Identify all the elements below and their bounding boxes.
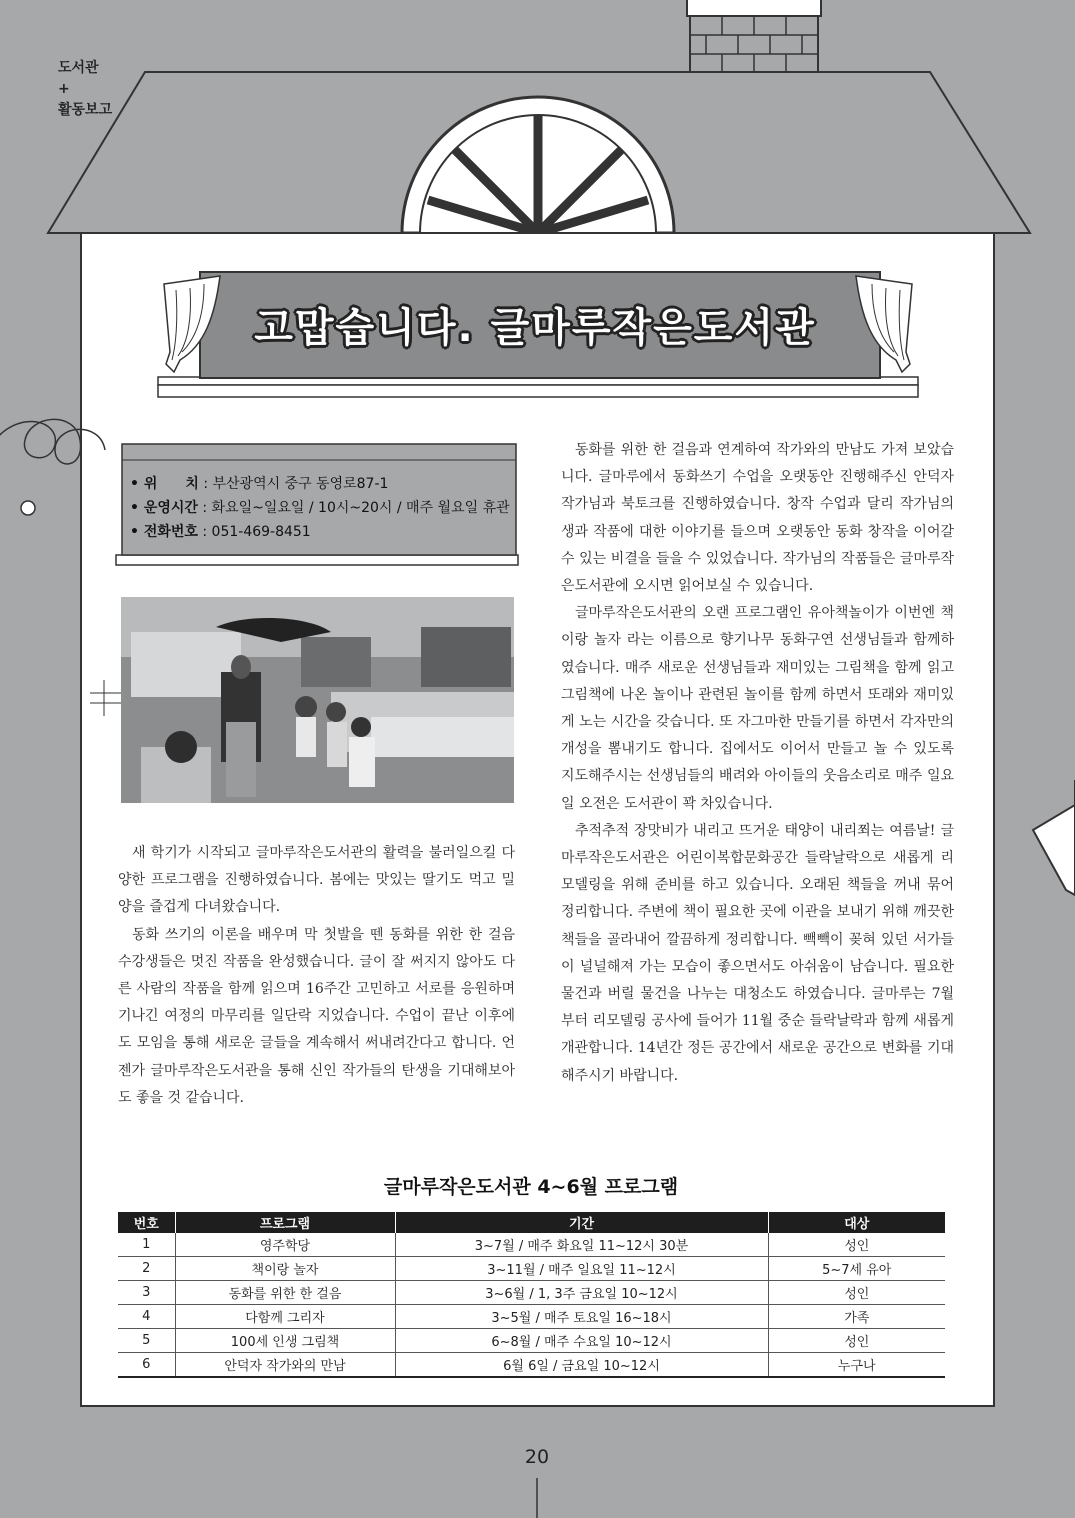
left-column-text	[118, 840, 515, 1112]
cell-target: 가족	[768, 1305, 945, 1329]
page-number: 20	[524, 1446, 550, 1468]
left-paragraph-1: 새 학기가 시작되고 글마루작은도서관의 활력을 불러일으킬 다양한 프로그램을 진행하였습니다. 봄에는 맛있는 딸기도 먹고 밀양을 즐겁게 다녀왔습니다.	[118, 845, 515, 916]
cell-period: 6월 6일 / 금요일 10~12시	[395, 1353, 768, 1378]
cell-period: 3~7월 / 매주 화요일 11~12시 30분	[395, 1233, 768, 1257]
info-phone-value: : 051-469-8451	[197, 524, 311, 540]
cell-program: 영주학당	[175, 1233, 395, 1257]
cell-number: 3	[118, 1281, 175, 1305]
section-label-line1: 도서관	[58, 60, 99, 76]
table-row	[118, 1233, 945, 1257]
header-number: 번호	[118, 1212, 175, 1233]
right-paragraph-3: 추적추적 장맛비가 내리고 뜨거운 태양이 내리쬐는 여름날! 글마루작은도서관은 어린이복합문화공간 들락날락으로 새롭게 리모델링을 위해 준비를 하고 있습니다. 오래된 책들을 꺼내 묶어 정리합니다. 주변에 책이 필요한 곳에 이관을 보내기 위해 깨끗한 책들을 골라내어 깔끔하게 정리합니다. 빽빽이 꽂혀 있던 서가들이 널널해져 가는 모습이 좋으면서도 아쉬움이 남습니다. 필요한 물건과 버릴 물건을 나누는 대청소도 하였습니다. 글마루는 7월부터 리모델링 공사에 들어가 11월 중순 들락날락과 함께 새롭게 개관합니다. 14년간 정든 공간에서 새로운 공간으로 변화를 기대해주시기 바랍니다.	[561, 822, 954, 1084]
activity-photo	[121, 597, 514, 803]
cell-target: 성인	[768, 1329, 945, 1353]
table-row	[118, 1305, 945, 1329]
right-paragraph-2: 글마루작은도서관의 오랜 프로그램인 유아책놀이가 이번엔 책이랑 놀자 라는 이름으로 향기나무 동화구연 선생님들과 함께하였습니다. 매주 새로운 선생님들과 재미있는 그림책을 함께 읽고 그림책에 나온 놀이나 관련된 놀이를 함께 하면서 또래와 재미있게 노는 시간을 갖습니다. 또 자그마한 만들기를 하면서 각자만의 개성을 뽐내기도 합니다. 집에서도 이어서 만들고 놀 수 있도록 지도해주시는 선생님들의 배려와 아이들의 웃음소리로 매주 일요일 오전은 도서관이 꽉 차있습니다.	[561, 605, 954, 812]
header-target: 대상	[768, 1212, 945, 1233]
info-location	[130, 472, 518, 496]
cell-number: 2	[118, 1257, 175, 1281]
cell-program: 100세 인생 그림책	[175, 1329, 395, 1353]
cell-program: 동화를 위한 한 걸음	[175, 1281, 395, 1305]
table-row	[118, 1353, 945, 1378]
cell-program: 책이랑 놀자	[175, 1257, 395, 1281]
cell-number: 5	[118, 1329, 175, 1353]
cell-target: 성인	[768, 1233, 945, 1257]
info-location-key: • 위 치	[130, 476, 199, 492]
page-title: 고맙습니다. 글마루작은도서관	[254, 305, 816, 351]
cell-period: 3~11월 / 매주 일요일 11~12시	[395, 1257, 768, 1281]
cell-target: 5~7세 유아	[768, 1257, 945, 1281]
cell-number: 4	[118, 1305, 175, 1329]
info-phone	[130, 520, 518, 544]
chimney	[687, 0, 821, 72]
info-location-value: : 부산광역시 중구 동영로87-1	[198, 476, 389, 492]
program-table	[118, 1212, 945, 1378]
section-label-plus: +	[58, 81, 70, 97]
cell-period: 6~8월 / 매주 수요일 10~12시	[395, 1329, 768, 1353]
right-paragraph-1: 동화를 위한 한 걸음과 연계하여 작가와의 만남도 가져 보았습니다. 글마루에서 동화쓰기 수업을 오랫동안 진행해주신 안덕자 작가님과 북토크를 진행하였습니다. 창작 수업과 달리 작가님의 생과 작품에 대한 이야기를 들으며 오랫동안 동화 창작을 이어갈 수 있는 비결을 들을 수 있었습니다. 작가님의 작품들은 글마루작은도서관에 오시면 읽어보실 수 있습니다.	[561, 442, 954, 595]
cell-target: 성인	[768, 1281, 945, 1305]
cell-program: 안덕자 작가와의 만남	[175, 1353, 395, 1378]
cell-program: 다함께 그리자	[175, 1305, 395, 1329]
table-row	[118, 1329, 945, 1353]
right-column-text	[561, 437, 954, 1090]
cell-period: 3~5월 / 매주 토요일 16~18시	[395, 1305, 768, 1329]
info-phone-key: • 전화번호	[130, 524, 198, 540]
info-hours-value: : 화요일~일요일 / 10시~20시 / 매주 월요일 휴관	[197, 500, 510, 516]
header-program: 프로그램	[175, 1212, 395, 1233]
cell-target: 누구나	[768, 1353, 945, 1378]
table-row	[118, 1281, 945, 1305]
info-box	[118, 472, 518, 568]
cell-number: 6	[118, 1353, 175, 1378]
table-row	[118, 1257, 945, 1281]
cell-number: 1	[118, 1233, 175, 1257]
header-period: 기간	[395, 1212, 768, 1233]
info-hours	[130, 496, 518, 520]
section-label	[58, 58, 112, 121]
table-header-row	[118, 1212, 945, 1233]
program-table-title: 글마루작은도서관 4~6월 프로그램	[383, 1176, 679, 1198]
section-label-line3: 활동보고	[58, 102, 113, 118]
left-paragraph-2: 동화 쓰기의 이론을 배우며 막 첫발을 뗀 동화를 위한 한 걸음 수강생들은 멋진 작품을 완성했습니다. 글이 잘 써지지 않아도 다른 사람의 작품을 함께 읽으며 16주간 고민하고 서로를 응원하며 기나긴 여정의 마무리를 일단락 지었습니다. 수업이 끝난 이후에도 모임을 통해 새로운 글들을 계속해서 써내려간다고 합니다. 언젠가 글마루작은도서관을 통해 신인 작가들의 탄생을 기대해보아도 좋을 것 같습니다.	[118, 926, 515, 1106]
cell-period: 3~6월 / 1, 3주 금요일 10~12시	[395, 1281, 768, 1305]
info-hours-key: • 운영시간	[130, 500, 198, 516]
